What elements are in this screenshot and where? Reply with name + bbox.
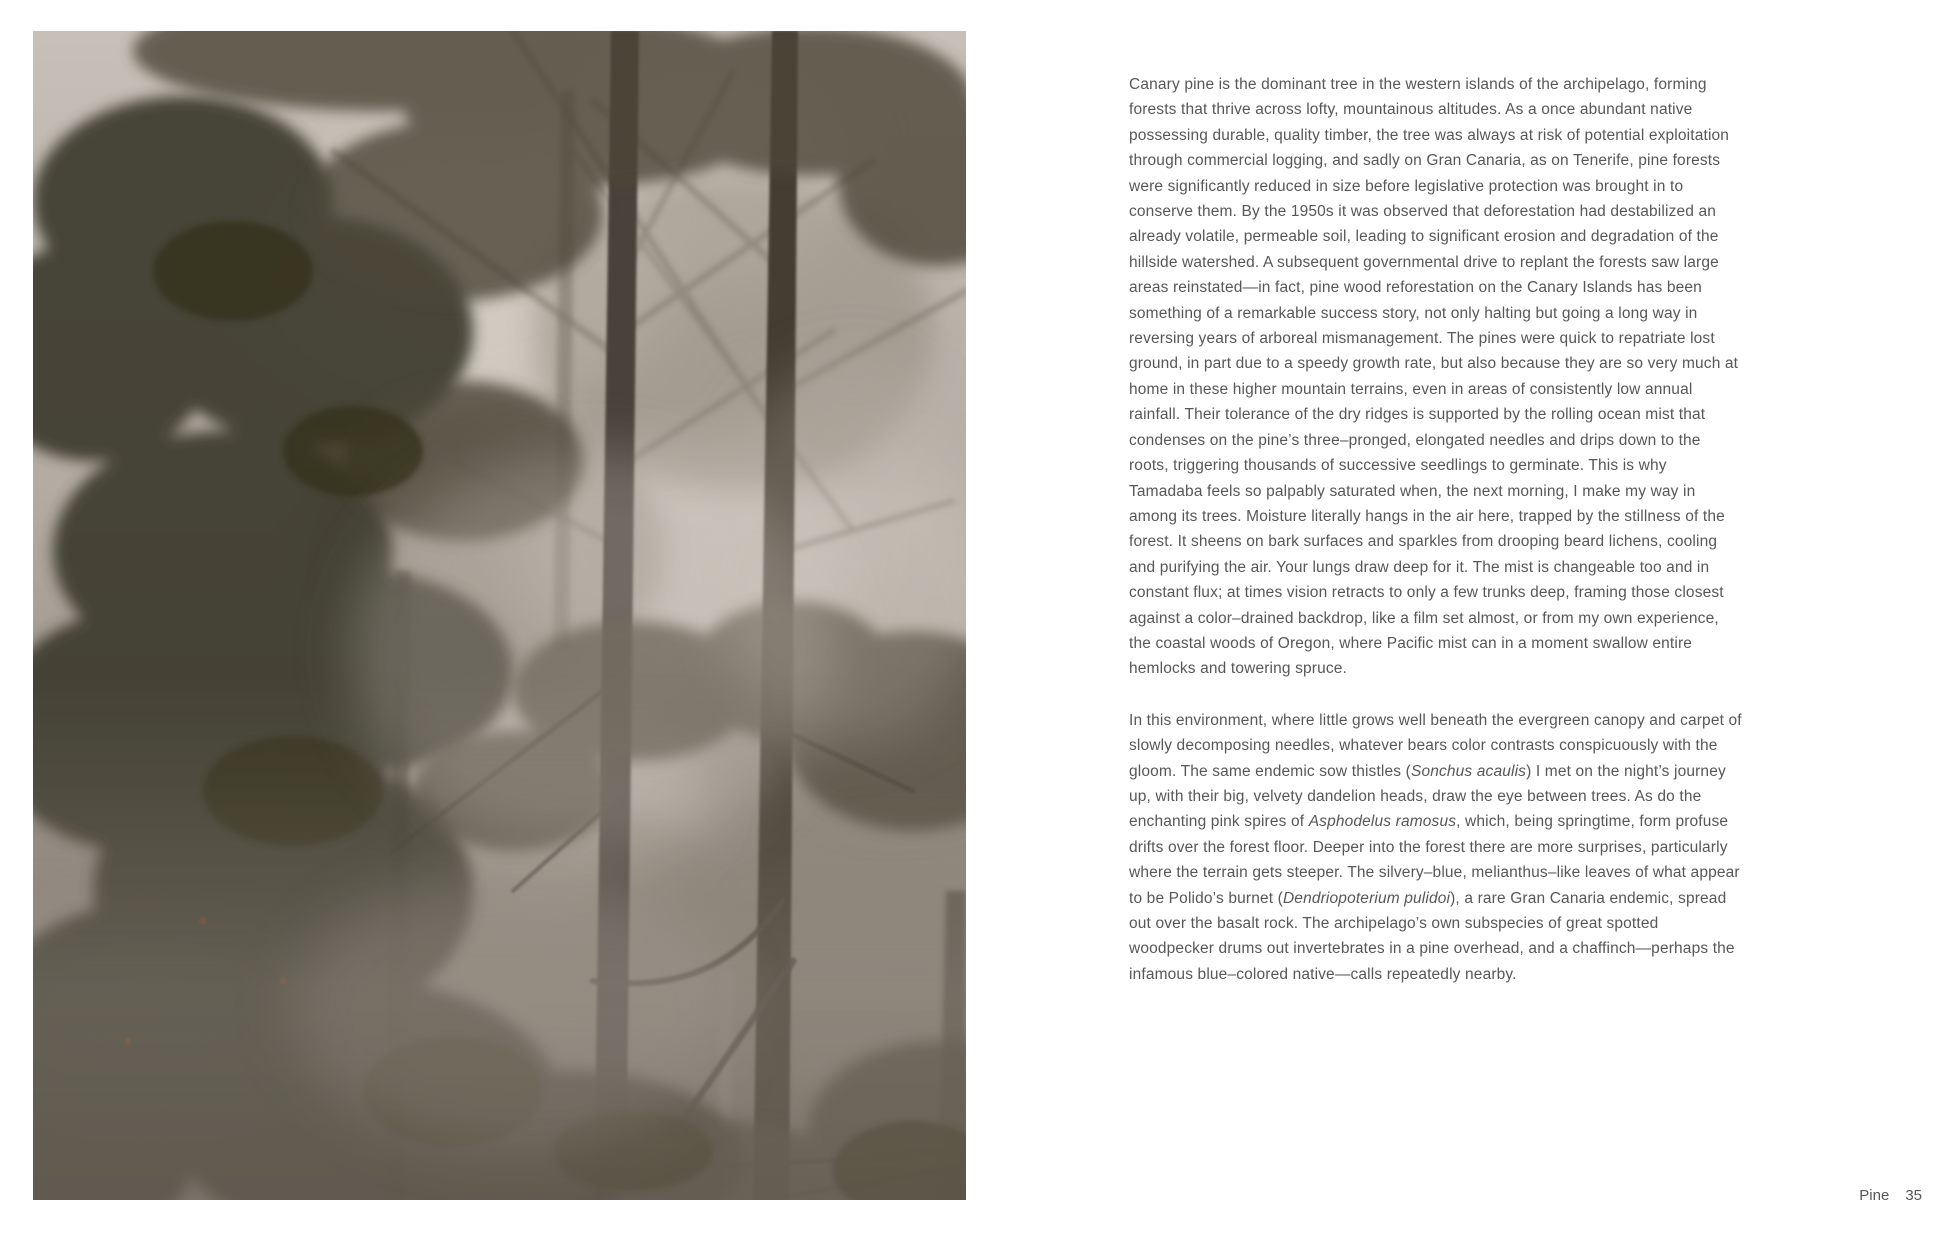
text-run: Canary pine is the dominant tree in the western islands of the archipelago, forming forests that thrive across lofty, mountainous altitudes. As a once abundant native possessing durable, quality timber, the tree was always at risk of potential exploitation through commercial logging, and sadly on Gran Canaria, as on Tenerife, pine forests were significantly reduced in size before legislative protection was brought in to conserve them. By the 1950s it was observed that deforestation had destabilized an already volatile, permeable soil, leading to significant erosion and degradation of the hillside watershed. A subsequent governmental drive to replant the forests saw large areas reinstated—in fact, pine wood reforestation on the Canary Islands has been something of a remarkable success story, not only halting but going a long way in reversing years of arboreal mismanagement. The pines were quick to repatriate lost ground, in part due to a speedy growth rate, but also because they are so very much at home in these higher mountain terrains, even in areas of consistently low annual rainfall. Their tolerance of the dry ridges is supported by the rolling ocean mist that condenses on the pine’s three–pronged, elongated needles and drips down to the roots, triggering thousands of successive seedlings to germinate. This is why Tamadaba feels so palpably saturated when, the next morning, I make my way in among its trees. Moisture literally hangs in the air here, trapped by the stillness of the forest. It sheens on bark surfaces and sparkles from drooping beard lichens, cooling and purifying the air. Your lungs draw deep for it. The mist is changeable too and in constant flux; at times vision retracts to only a few trunks deep, framing those closest against a color–drained backdrop, like a film set almost, or from my own experience, the coastal woods of Oregon, where Pacific mist can in a moment swallow entire hemlocks and towering spruce. (1129, 76, 1739, 678)
text-run: , which, being springtime, form profuse drifts over the forest floor. Deeper into the forest there are more surprises, particularly where the terrain gets steeper. The silvery–blue, melianthus–like leaves of what appear to be Polido’s burnet ( (1129, 813, 1740, 907)
forest-photo-art (33, 31, 966, 1200)
page-number: 35 (1905, 1187, 1922, 1204)
species-name: Dendriopoterium pulidoi (1282, 889, 1451, 907)
species-name: Sonchus acaulis (1410, 762, 1527, 780)
species-name: Asphodelus ramosus (1308, 813, 1457, 831)
text-run: In this environment, where little grows well beneath the evergreen canopy and carpet of slowly decomposing needles, whatever bears color contrasts conspicuously with the gloom. The same endemic sow thistles ( (1129, 711, 1742, 780)
forest-photo (33, 31, 966, 1200)
text-run: ), a rare Gran Canaria endemic, spread out over the basalt rock. The archipelago’s own subspecies of great spotted woodpecker drums out invertebrates in a pine overhead, and a chaffinch—perhaps the infamous blue–colored native—calls repeatedly nearby. (1129, 889, 1735, 983)
running-head: Pine (1859, 1187, 1890, 1204)
paragraph (1129, 708, 1743, 987)
paragraph (1129, 72, 1743, 682)
body-text-column (1129, 72, 1743, 1013)
page-footer (1859, 1186, 1922, 1206)
text-run: ) I met on the night’s journey up, with their big, velvety dandelion heads, draw the eye between trees. As do the enchanting pink spires of (1129, 762, 1726, 831)
